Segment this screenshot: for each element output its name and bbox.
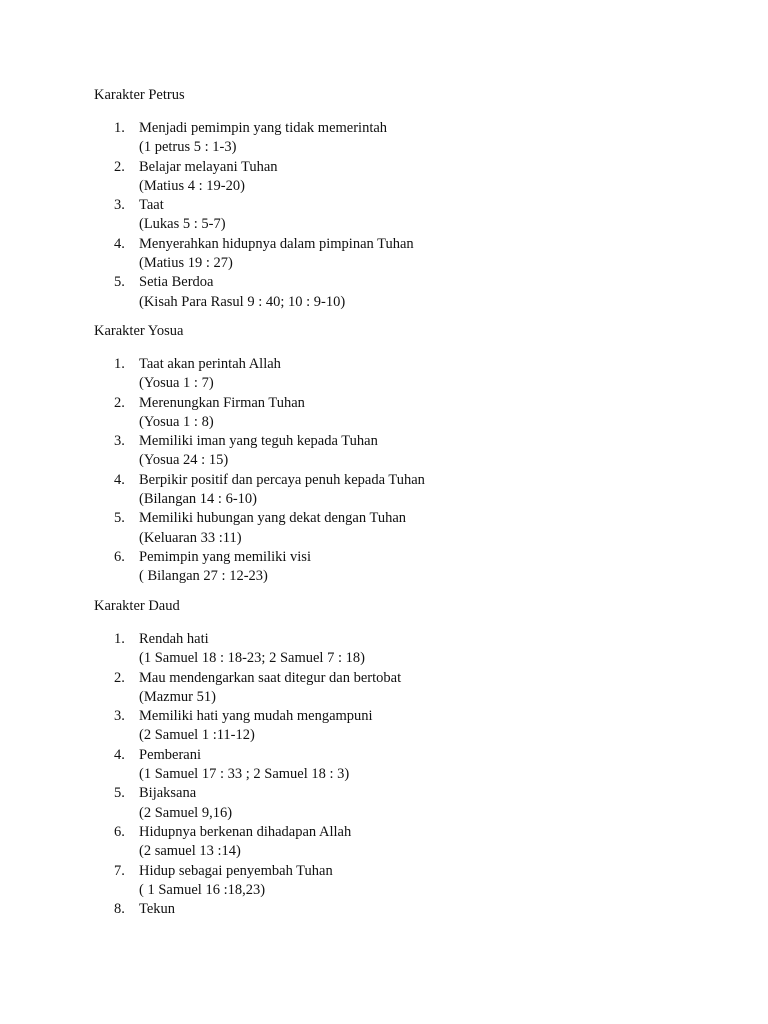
list-item bbox=[94, 746, 728, 785]
item-text: Hidupnya berkenan dihadapan Allah bbox=[139, 823, 352, 840]
item-reference: (Mazmur 51) bbox=[139, 688, 216, 705]
item-text: Rendah hati bbox=[139, 631, 209, 647]
item-text: Memiliki hati yang mudah mengampuni bbox=[139, 708, 373, 725]
item-number: 2. bbox=[114, 394, 125, 411]
item-text: Pemberani bbox=[139, 746, 202, 763]
item-number: 4. bbox=[114, 235, 125, 252]
item-number: 7. bbox=[114, 862, 125, 879]
list-item bbox=[94, 273, 728, 312]
list-item bbox=[94, 707, 728, 746]
item-text: Belajar melayani Tuhan bbox=[139, 158, 278, 175]
item-number: 6. bbox=[114, 823, 125, 840]
list-item bbox=[94, 432, 728, 471]
section-heading: Karakter Yosua bbox=[94, 323, 184, 339]
item-number: 1. bbox=[114, 631, 125, 647]
item-reference: (Matius 19 : 27) bbox=[139, 255, 233, 272]
item-text: Berpikir positif dan percaya penuh kepada Tuhan bbox=[139, 471, 425, 488]
list-item bbox=[94, 630, 728, 669]
item-number: 3. bbox=[114, 708, 125, 725]
item-number: 1. bbox=[114, 356, 125, 372]
item-reference: (1 Samuel 18 : 18-23; 2 Samuel 7 : 18) bbox=[139, 650, 365, 667]
item-reference: (1 Samuel 17 : 33 ; 2 Samuel 18 : 3) bbox=[139, 766, 350, 783]
item-reference: (Yosua 1 : 7) bbox=[139, 375, 214, 392]
item-number: 3. bbox=[114, 197, 125, 214]
item-reference: (1 petrus 5 : 1-3) bbox=[139, 139, 237, 156]
list-item bbox=[94, 235, 728, 274]
item-text: Taat bbox=[139, 197, 164, 214]
item-reference: ( 1 Samuel 16 :18,23) bbox=[139, 881, 266, 898]
item-text: Bijaksana bbox=[139, 785, 197, 802]
item-text: Pemimpin yang memiliki visi bbox=[139, 548, 311, 565]
section-petrus bbox=[94, 86, 728, 312]
item-reference: (Kisah Para Rasul 9 : 40; 10 : 9-10) bbox=[139, 293, 346, 310]
item-reference: (2 Samuel 1 :11-12) bbox=[139, 727, 255, 744]
list-item bbox=[94, 158, 728, 197]
numbered-list bbox=[94, 119, 728, 312]
item-reference: (2 Samuel 9,16) bbox=[139, 804, 233, 821]
section-daud bbox=[94, 597, 728, 919]
item-text: Menjadi pemimpin yang tidak memerintah bbox=[139, 120, 388, 136]
item-text: Memiliki hubungan yang dekat dengan Tuhan bbox=[139, 510, 407, 527]
item-number: 4. bbox=[114, 471, 125, 488]
item-text: Merenungkan Firman Tuhan bbox=[139, 394, 305, 411]
item-number: 2. bbox=[114, 669, 125, 686]
numbered-list bbox=[94, 630, 728, 919]
item-reference: ( Bilangan 27 : 12-23) bbox=[139, 568, 268, 585]
item-text: Memiliki iman yang teguh kepada Tuhan bbox=[139, 433, 378, 450]
item-reference: (Keluaran 33 :11) bbox=[139, 529, 242, 546]
item-text: Hidup sebagai penyembah Tuhan bbox=[139, 862, 333, 879]
numbered-list bbox=[94, 355, 728, 587]
item-reference: (Lukas 5 : 5-7) bbox=[139, 216, 226, 233]
list-item bbox=[94, 669, 728, 708]
item-number: 3. bbox=[114, 433, 125, 450]
list-item bbox=[94, 119, 728, 158]
item-number: 8. bbox=[114, 901, 125, 918]
list-item bbox=[94, 394, 728, 433]
list-item bbox=[94, 784, 728, 823]
item-reference: (Matius 4 : 19-20) bbox=[139, 177, 245, 194]
section-heading: Karakter Petrus bbox=[94, 87, 185, 103]
item-text: Setia Berdoa bbox=[139, 274, 214, 291]
item-reference: (2 samuel 13 :14) bbox=[139, 843, 241, 860]
section-yosua bbox=[94, 322, 728, 587]
list-item bbox=[94, 509, 728, 548]
list-item bbox=[94, 823, 728, 862]
item-number: 1. bbox=[114, 120, 125, 136]
item-text: Tekun bbox=[139, 901, 176, 918]
item-reference: (Yosua 1 : 8) bbox=[139, 413, 214, 430]
item-text: Menyerahkan hidupnya dalam pimpinan Tuhan bbox=[139, 235, 414, 252]
item-text: Mau mendengarkan saat ditegur dan bertobat bbox=[139, 669, 402, 686]
item-reference: (Bilangan 14 : 6-10) bbox=[139, 491, 257, 508]
item-reference: (Yosua 24 : 15) bbox=[139, 452, 229, 469]
list-item bbox=[94, 900, 728, 919]
item-text: Taat akan perintah Allah bbox=[139, 356, 281, 372]
list-item bbox=[94, 355, 728, 394]
list-item bbox=[94, 862, 728, 901]
item-number: 6. bbox=[114, 548, 125, 565]
section-heading: Karakter Daud bbox=[94, 598, 180, 614]
item-number: 2. bbox=[114, 158, 125, 175]
item-number: 5. bbox=[114, 274, 125, 291]
list-item bbox=[94, 471, 728, 510]
item-number: 4. bbox=[114, 746, 125, 763]
list-item bbox=[94, 548, 728, 587]
item-number: 5. bbox=[114, 785, 125, 802]
item-number: 5. bbox=[114, 510, 125, 527]
list-item bbox=[94, 196, 728, 235]
